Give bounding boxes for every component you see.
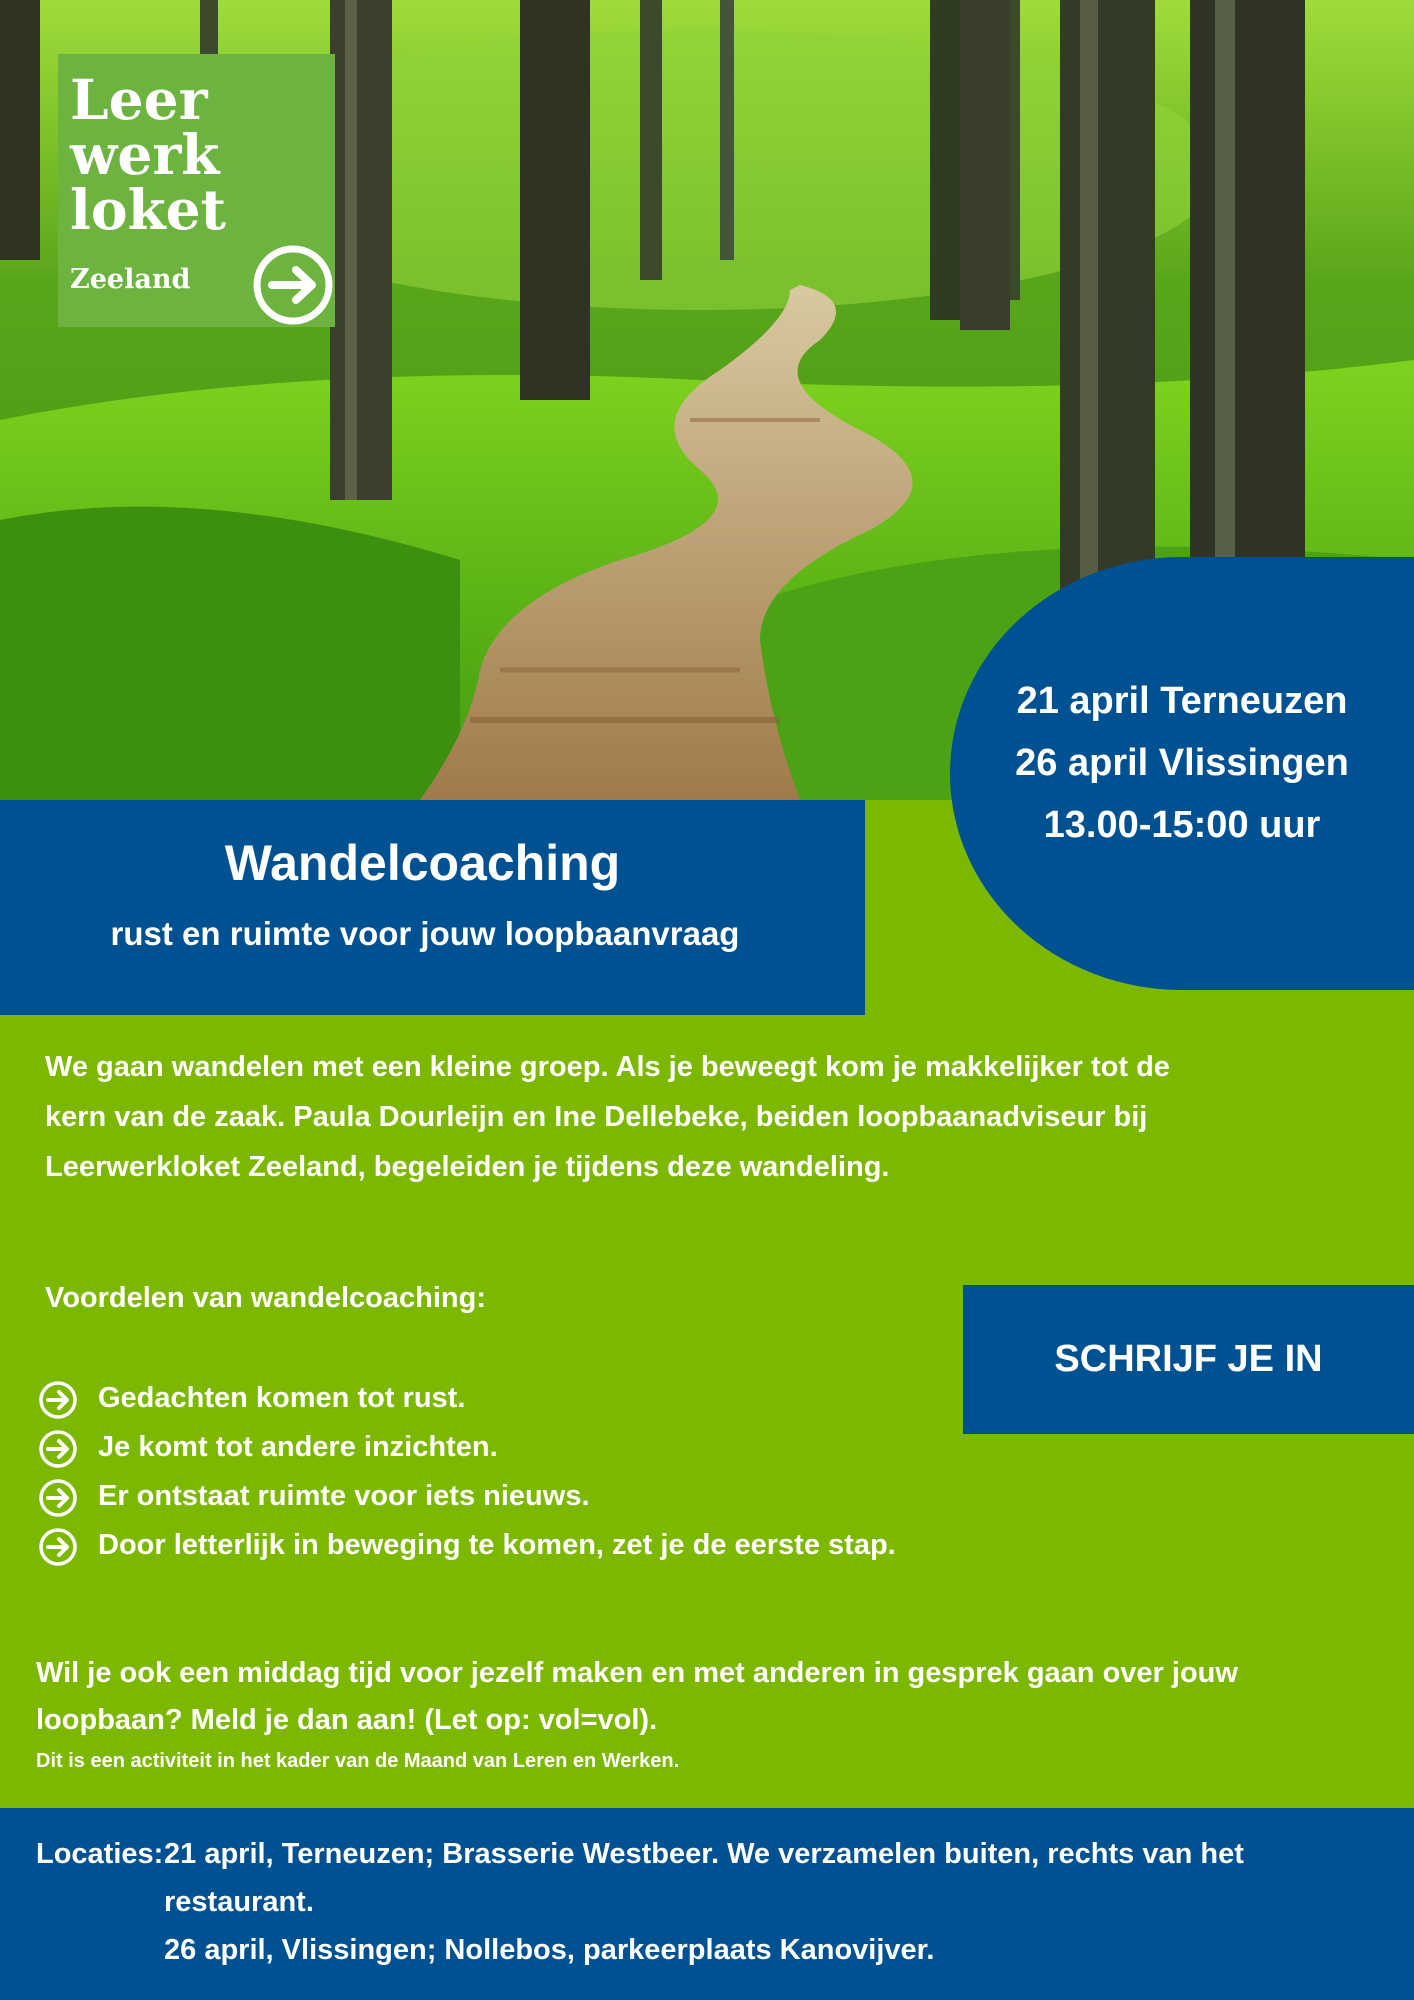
list-item (38, 1473, 896, 1522)
arrow-right-circle-icon (38, 1478, 78, 1518)
logo-text-werk: werk (70, 122, 220, 187)
benefit-text: Door letterlijk in beweging te komen, zet je de eerste stap. (98, 1529, 896, 1561)
closing-line: Wil je ook een middag tijd voor jezelf maken en met anderen in gesprek gaan over jouw (36, 1657, 1238, 1689)
arrow-right-circle-icon (252, 244, 334, 326)
event-time: 13.00-15:00 uur (1043, 804, 1321, 846)
activity-note: Dit is een activiteit in het kader van de Maand van Leren en Werken. (36, 1750, 680, 1772)
list-item (38, 1424, 896, 1473)
leerwerkloket-logo (58, 54, 335, 327)
benefit-text: Gedachten komen tot rust. (98, 1382, 466, 1414)
location-terneuzen: 21 april, Terneuzen; Brasserie Westbeer. We verzamelen buiten, rechts van het (164, 1838, 1244, 1870)
date-terneuzen: 21 april Terneuzen (1016, 680, 1348, 722)
locations-label: Locaties: (36, 1838, 164, 1870)
logo-text-leer: Leer (70, 67, 208, 132)
benefit-text: Er ontstaat ruimte voor iets nieuws. (98, 1480, 590, 1512)
intro-line: We gaan wandelen met een kleine groep. Als je beweegt kom je makkelijker tot de (45, 1051, 1170, 1083)
arrow-right-circle-icon (38, 1429, 78, 1469)
intro-paragraph (45, 1042, 1345, 1192)
benefits-heading: Voordelen van wandelcoaching: (45, 1282, 486, 1314)
title-banner (0, 800, 865, 1015)
logo-text-loket: loket (70, 177, 227, 242)
date-vlissingen: 26 april Vlissingen (1015, 742, 1349, 784)
event-dates-circle (950, 557, 1414, 990)
intro-line: Leerwerkloket Zeeland, begeleiden je tijdens deze wandeling. (45, 1151, 890, 1183)
arrow-right-circle-icon (38, 1380, 78, 1420)
closing-paragraph (36, 1650, 1366, 1744)
page-subtitle: rust en ruimte voor jouw loopbaanvraag (110, 915, 740, 952)
closing-line: loopbaan? Meld je dan aan! (Let op: vol=vol). (36, 1704, 658, 1736)
register-button[interactable]: SCHRIJF JE IN (963, 1285, 1414, 1434)
locations-footer (0, 1808, 1414, 2000)
arrow-right-circle-icon (38, 1527, 78, 1567)
benefits-list (38, 1375, 896, 1571)
intro-line: kern van de zaak. Paula Dourleijn en Ine Dellebeke, beiden loopbaanadviseur bij (45, 1101, 1148, 1133)
list-item (38, 1375, 896, 1424)
list-item (38, 1522, 896, 1571)
logo-text-region: Zeeland (70, 264, 191, 295)
page-title: Wandelcoaching (224, 835, 621, 891)
location-vlissingen: 26 april, Vlissingen; Nollebos, parkeerplaats Kanovijver. (164, 1934, 935, 1966)
benefit-text: Je komt tot andere inzichten. (98, 1431, 498, 1463)
location-terneuzen-continued: restaurant. (164, 1886, 314, 1918)
